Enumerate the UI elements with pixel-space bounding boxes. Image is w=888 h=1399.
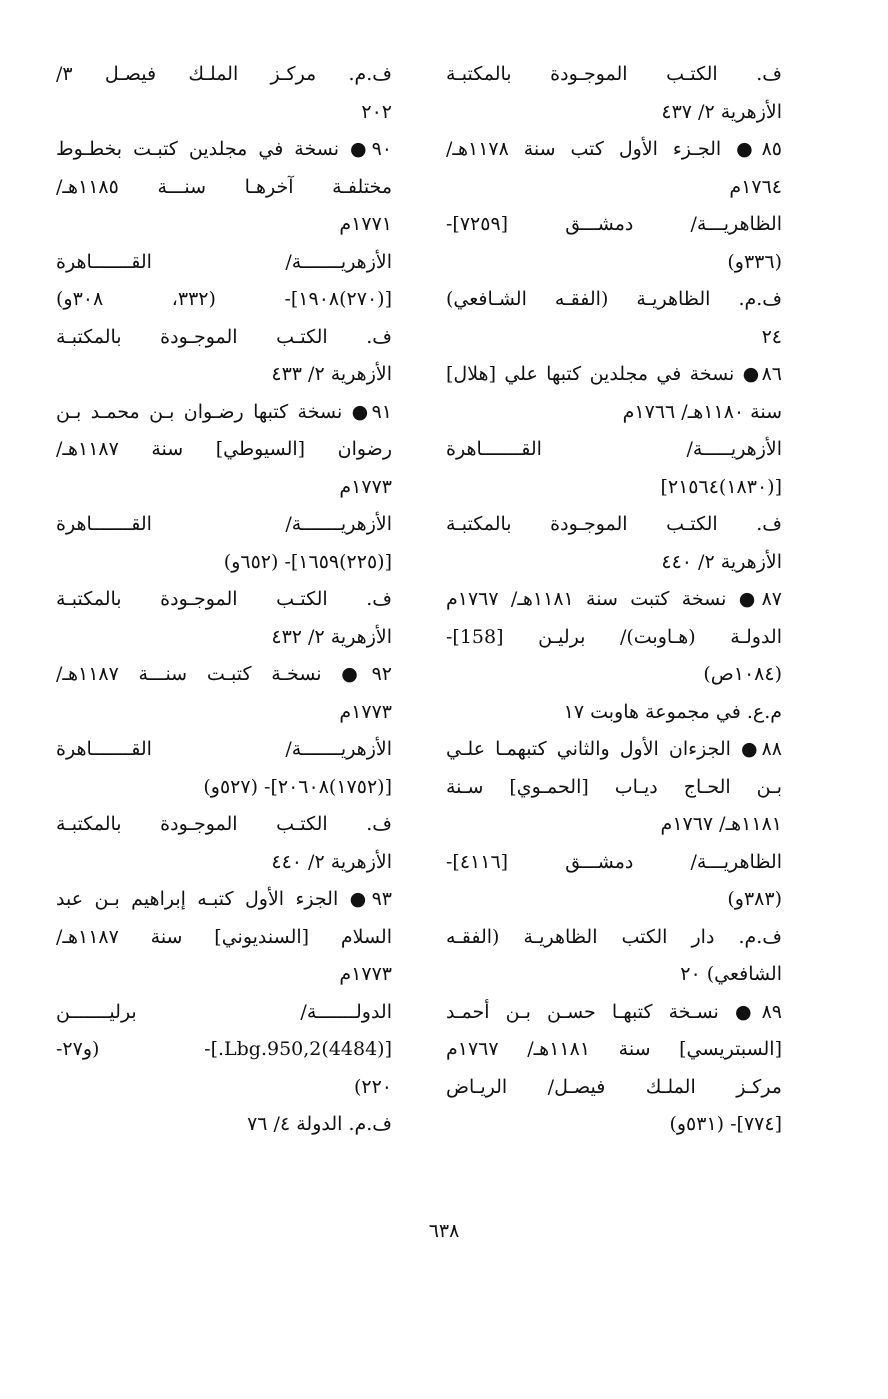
text-line: ٨٧● نسخة كتبت سنة ١١٨١هـ/ ١٧٦٧م: [446, 588, 782, 610]
text-line: الأزهرية ٢/ ٤٣٣: [271, 363, 392, 385]
text-line: الدولـة (هـاوبت)/ برليـن [158]-: [446, 625, 782, 648]
text-line: ١٧٧١م: [339, 213, 392, 235]
text-line: ٨٩● نسـخة كتبهـا حسـن بـن أحمـد: [446, 1000, 782, 1023]
text-line: ف. الكتـب الموجـودة بالمكتبـة: [446, 513, 782, 535]
text-line: الظاهريـــة/ دمشـــق [٧٢٥٩]-: [446, 213, 782, 235]
text-line: [(4484)Lbg.950,2.]- (و٢٧-: [56, 1038, 392, 1060]
text-line: الدولـــــــة/ برليـــــــن: [56, 1000, 392, 1023]
text-line: (٣٣٦و): [727, 250, 782, 273]
text-line: ٩٣● الجزء الأول كتبـه إبراهيم بـن عبد: [56, 888, 392, 910]
text-line: ٩١● نسخة كتبها رضـوان بـن محمـد بـن: [56, 400, 392, 423]
text-line: سنة ١١٨٠هـ/ ١٧٦٦م: [622, 400, 782, 423]
text-line: ف.م. دار الكتب الظاهريـة (الفقـه: [446, 925, 782, 948]
text-line: ٢٢٠): [353, 1075, 392, 1098]
text-line: ٩٢● نسخـة كتبـت سنـــة ١١٨٧هـ/: [56, 663, 392, 685]
text-line: ١١٨١هـ/ ١٧٦٧م: [660, 813, 782, 835]
text-line: بـن الحـاج ديـاب [الحمـوي] سـنة: [446, 775, 782, 798]
text-line: ف.م. مركـز الملـك فيصـل ٣/: [56, 63, 392, 85]
text-line: الأزهريـــــــة/ القـــــــاهرة: [56, 250, 392, 273]
text-line: ف.م. الدولة ٤/ ٧٦: [247, 1113, 392, 1135]
text-line: الأزهرية ٢/ ٤٤٠: [661, 550, 782, 573]
text-line: [٧٧٤]- (٥٣١و): [669, 1113, 782, 1135]
text-line: ف.م. الظاهريـة (الفقـه الشـافعي): [446, 288, 782, 310]
text-line: (١٠٨٤ص): [703, 663, 782, 685]
text-line: رضوان [السيوطي] سنة ١١٨٧هـ/: [56, 438, 392, 460]
text-line: ف. الكتـب الموجـودة بالمكتبـة: [56, 813, 392, 835]
text-line: ف. الكتـب الموجـودة بالمكتبـة: [446, 63, 782, 85]
text-line: مركـز الملـك فيصـل/ الريـاض: [446, 1075, 782, 1098]
text-line: (٣٨٣و): [727, 888, 782, 910]
text-line: الأزهرية ٢/ ٤٣٧: [661, 100, 782, 123]
text-line: الأزهريـــــــة/ القـــــــاهرة: [56, 513, 392, 535]
text-line: م.ع. في مجموعة هاوبت ١٧: [563, 700, 782, 723]
text-line: [(٢٧٠)١٩٠٨]- (٣٣٢، ٣٠٨و): [56, 288, 392, 310]
text-line: ٢٠٢: [361, 100, 392, 123]
text-line: الأزهرية ٢/ ٤٣٢: [271, 625, 392, 648]
text-line: ١٧٧٣م: [339, 475, 392, 498]
text-line: الظاهريـــة/ دمشـــق [٤١١٦]-: [446, 850, 782, 873]
text-line: [(٢٢٥)١٦٥٩]- (٦٥٢و): [223, 550, 392, 573]
text-line: ٢٤: [761, 325, 782, 348]
text-line: ف. الكتـب الموجـودة بالمكتبـة: [56, 325, 392, 348]
text-line: [السبتريسي] سنة ١١٨١هـ/ ١٧٦٧م: [446, 1038, 782, 1060]
text-line: ١٧٧٣م: [339, 700, 392, 723]
text-line: ف. الكتـب الموجـودة بالمكتبـة: [56, 588, 392, 610]
text-line: ٨٦● نسخة في مجلدين كتبها علي [هلال]: [446, 363, 782, 385]
text-line: ٨٨● الجزءان الأول والثاني كتبهمـا علـي: [446, 738, 782, 760]
left-column: [56, 56, 392, 1144]
text-line: [(١٧٥٢)٢٠٦٠٨]- (٥٢٧و): [203, 775, 392, 798]
text-line: الشافعي) ٢٠: [680, 963, 782, 985]
text-line: الأزهرية ٢/ ٤٤٠: [271, 850, 392, 873]
text-line: السلام [السنديوني] سنة ١١٨٧هـ/: [56, 925, 392, 948]
text-line: مختلفـة آخرهـا سنـــة ١١٨٥هـ/: [56, 175, 392, 198]
page-number: ٦٣٨: [428, 1220, 460, 1242]
text-line: الأزهريـــــــة/ القـــــــاهرة: [56, 738, 392, 760]
text-line: ٩٠● نسخة في مجلدين كتبـت بخطـوط: [56, 138, 392, 160]
text-line: ٨٥● الجـزء الأول كتب سنة ١١٧٨هـ/: [446, 138, 782, 160]
text-line: ١٧٦٤م: [729, 175, 782, 198]
text-line: الأزهريـــــة/ القـــــــاهرة: [446, 438, 782, 460]
right-column: [446, 56, 782, 1144]
text-line: ١٧٧٣م: [339, 963, 392, 985]
text-line: [(١٨٣٠)٢١٥٦٤]: [660, 475, 782, 498]
